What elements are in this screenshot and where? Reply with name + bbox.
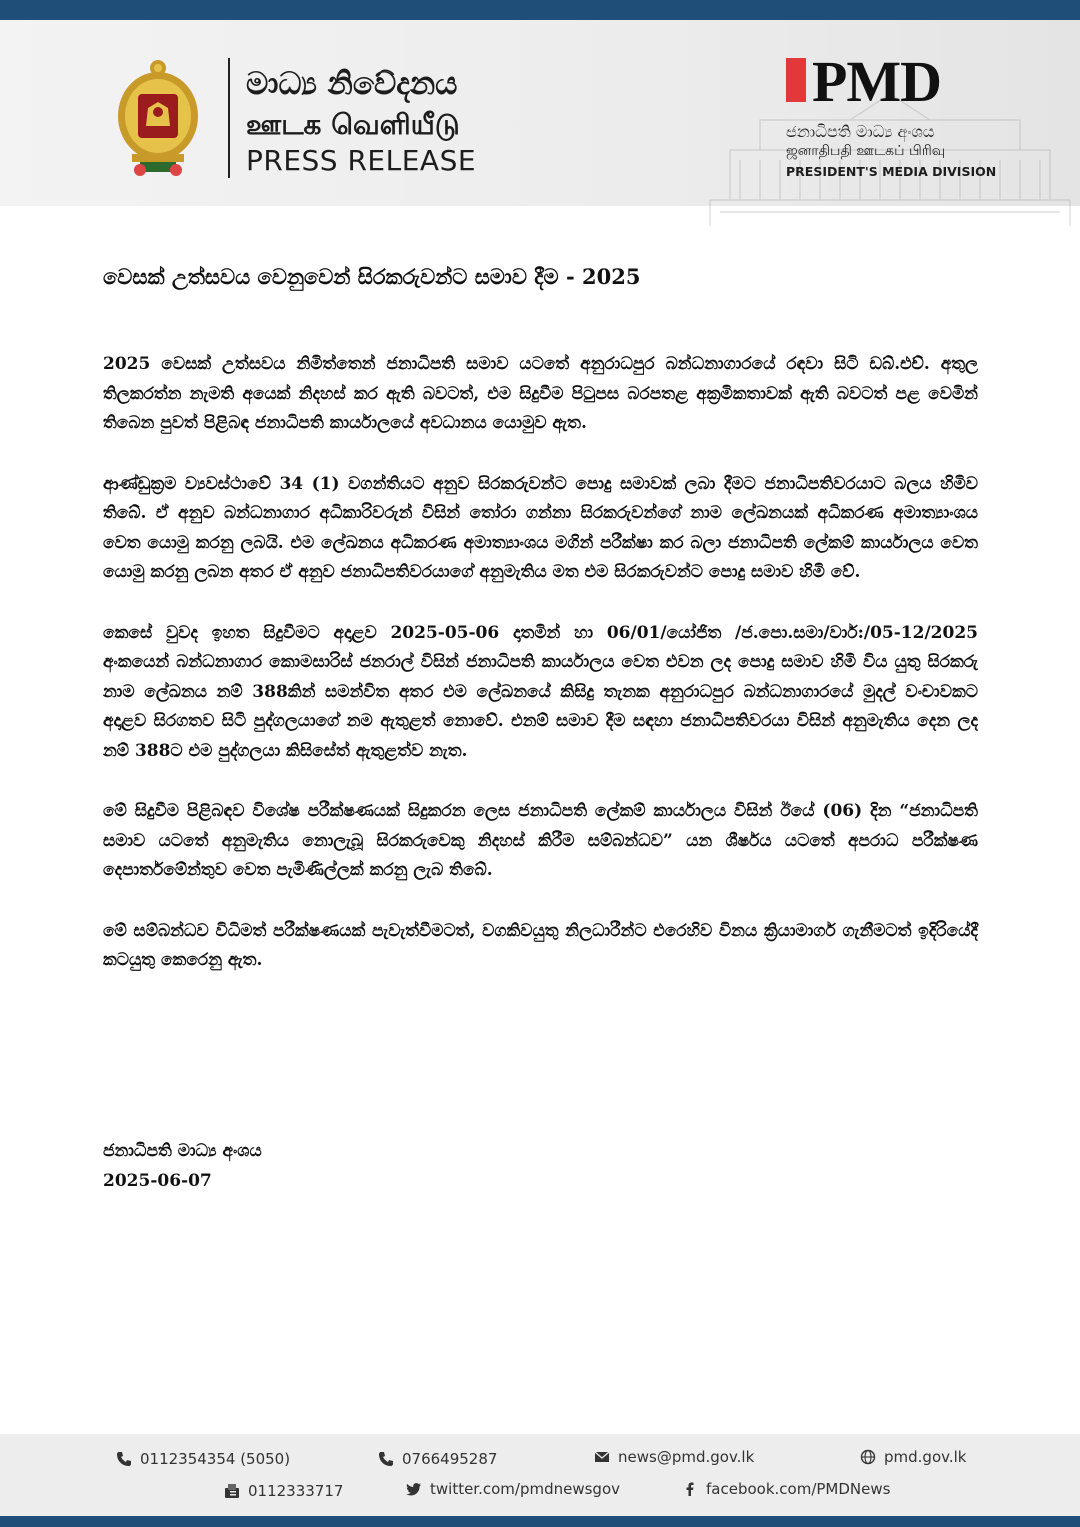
signature-organization: ජනාධිපති මාධ්‍ය අංශය — [103, 1141, 262, 1161]
top-color-band — [0, 0, 1080, 20]
article-paragraph: කෙසේ වුවද ඉහත සිදුවීමට අදාළව 2025-05-06 දාතමින් හා 06/01/යෝජිත /ජ.පො.සමා/වාර්:/05-12/2025 අංකයෙන් බන්ධනාගාර කොමසාරිස් ජනරාල් විසින් ජනාධිපති කාර්යාලය වෙත එවන ලද පොදු සමාව හිමි විය යුතු සිරකරු නාම ලේඛනය නම් 388කින් සමන්විත අතර එම ලේඛනයේ කිසිදු තැනක අනුරාධපුර බන්ධනාගාරයේ මුදල් වංචාවකට අදාළව සිරගතව සිටි පුද්ගලයාගේ නම ඇතුළත් නොවේ. එනම් සමාව දීම සඳහා ජනාධිපතිවරයා විසින් අනුමැතිය දෙන ලද නම් 388ට එම පුද්ගලයා කිසිසේත් ඇතුළත්ව නැත. — [103, 622, 978, 761]
article-title: වෙසක් උත්සවය වෙනුවෙන් සිරකරුවන්ට සමාව දීම - 2025 — [103, 264, 641, 289]
footer-fax[interactable] — [224, 1482, 343, 1500]
footer-facebook-text: facebook.com/PMDNews — [706, 1480, 891, 1498]
footer-facebook[interactable] — [682, 1480, 890, 1498]
pmd-logo — [786, 49, 966, 114]
header-title-english: PRESS RELEASE — [246, 144, 477, 177]
pmd-logo-mark — [786, 58, 806, 102]
footer-twitter[interactable] — [406, 1480, 620, 1498]
footer — [0, 1434, 1080, 1516]
header-title-sinhala: මාධ්‍ය නිවේදනය — [246, 66, 458, 102]
phone-icon — [378, 1451, 394, 1467]
footer-web-text: pmd.gov.lk — [884, 1448, 967, 1466]
signature-block — [103, 1136, 262, 1196]
footer-twitter-text: twitter.com/pmdnewsgov — [430, 1480, 621, 1498]
pmd-logo-text: PMD — [812, 49, 942, 114]
article-paragraph: මේ සම්බන්ධව විධිමත් පරීක්ෂණයක් පැවැත්වීමටත්, වගකිවයුතු නිලධාරීන්ට එරෙහිව විනය ක්‍රියාමාර්ග ගැනීමටත් ඉදිරියේදී කටයුතු කෙරෙනු ඇත. — [103, 920, 978, 970]
pmd-name-sinhala: ජනාධිපති මාධ්‍ය අංශය — [786, 122, 935, 141]
release-date: 2025-06-07 — [103, 1171, 212, 1191]
phone-icon — [116, 1451, 132, 1467]
pmd-name-tamil: ஜனாதிபதி ஊடகப் பிரிவு — [786, 143, 946, 159]
twitter-icon — [406, 1481, 422, 1497]
footer-phone[interactable] — [116, 1450, 290, 1468]
header-divider — [228, 58, 230, 178]
footer-email-text: news@pmd.gov.lk — [618, 1448, 755, 1466]
sri-lanka-emblem-icon — [112, 54, 204, 176]
footer-phone-text: 0112354354 (5050) — [140, 1450, 291, 1468]
footer-web[interactable] — [860, 1448, 966, 1466]
bottom-color-band — [0, 1516, 1080, 1527]
footer-email[interactable] — [594, 1448, 754, 1466]
facebook-icon — [682, 1481, 698, 1497]
letterhead — [0, 20, 1080, 206]
header-title-tamil: ஊடக வெளியீடு — [246, 108, 460, 141]
footer-mobile-text: 0766495287 — [402, 1450, 498, 1468]
globe-icon — [860, 1449, 876, 1465]
footer-mobile[interactable] — [378, 1450, 497, 1468]
article-body — [103, 350, 978, 1007]
email-icon — [594, 1449, 610, 1465]
footer-fax-text: 0112333717 — [248, 1482, 344, 1500]
article-paragraph: ආණ්ඩුක්‍රම ව්‍යවස්ථාවේ 34 (1) වගන්තියට අනුව සිරකරුවන්ට පොදු සමාවක් ලබා දීමට ජනාධිපතිවරයාට බලය හිමිව තිබේ. ඒ අනුව බන්ධනාගාර අධිකාරිවරුන් විසින් තෝරා ගන්නා සිරකරුවන්ගේ නාම ලේඛනයක් අධිකරණ අමාත්‍යාංශය වෙත යොමු කරනු ලබයි. එම ලේඛනය අධිකරණ අමාත්‍යාංශය මගින් පරීක්ෂා කර බලා ජනාධිපති ලේකම් කාර්යාලය වෙත යොමු කරනු ලබන අතර ඒ අනුව ජනාධිපතිවරයාගේ අනුමැතිය මත එම සිරකරුවන්ට පොදු සමාව හිමි වේ. — [103, 473, 978, 582]
article-paragraph: මේ සිදුවීම පිළිබඳව විශේෂ පරීක්ෂණයක් සිදුකරන ලෙස ජනාධිපති ලේකම් කාර්යාලය විසින් ඊයේ (06) දින “ජනාධිපති සමාව යටතේ අනුමැතිය නොලැබූ සිරකරුවෙකු නිදහස් කිරීම සම්බන්ධව” යන ශීර්ෂය යටතේ අපරාධ පරීක්ෂණ දෙපාර්තමේන්තුව වෙත පැමිණිල්ලක් කරනු ලැබ තිබේ. — [103, 801, 978, 880]
article-paragraph: 2025 වෙසක් උත්සවය නිමිත්තෙන් ජනාධිපති සමාව යටතේ අනුරාධපුර බන්ධනාගාරයේ රඳවා සිටි ඩබ්.එච්. අතුල තිලකරත්න නැමති අයෙක් නිදහස් කර ඇති බවටත්, එම සිදුවීම පිටුපස බරපතළ අක්‍රමිකතාවක් ඇති බවටත් පළ වෙමින් තිබෙන පුවත් පිළිබඳ ජනාධිපති කාර්යාලයේ අවධානය යොමුව ඇත. — [103, 354, 978, 433]
pmd-name-english: PRESIDENT'S MEDIA DIVISION — [786, 164, 997, 179]
fax-icon — [224, 1483, 240, 1499]
